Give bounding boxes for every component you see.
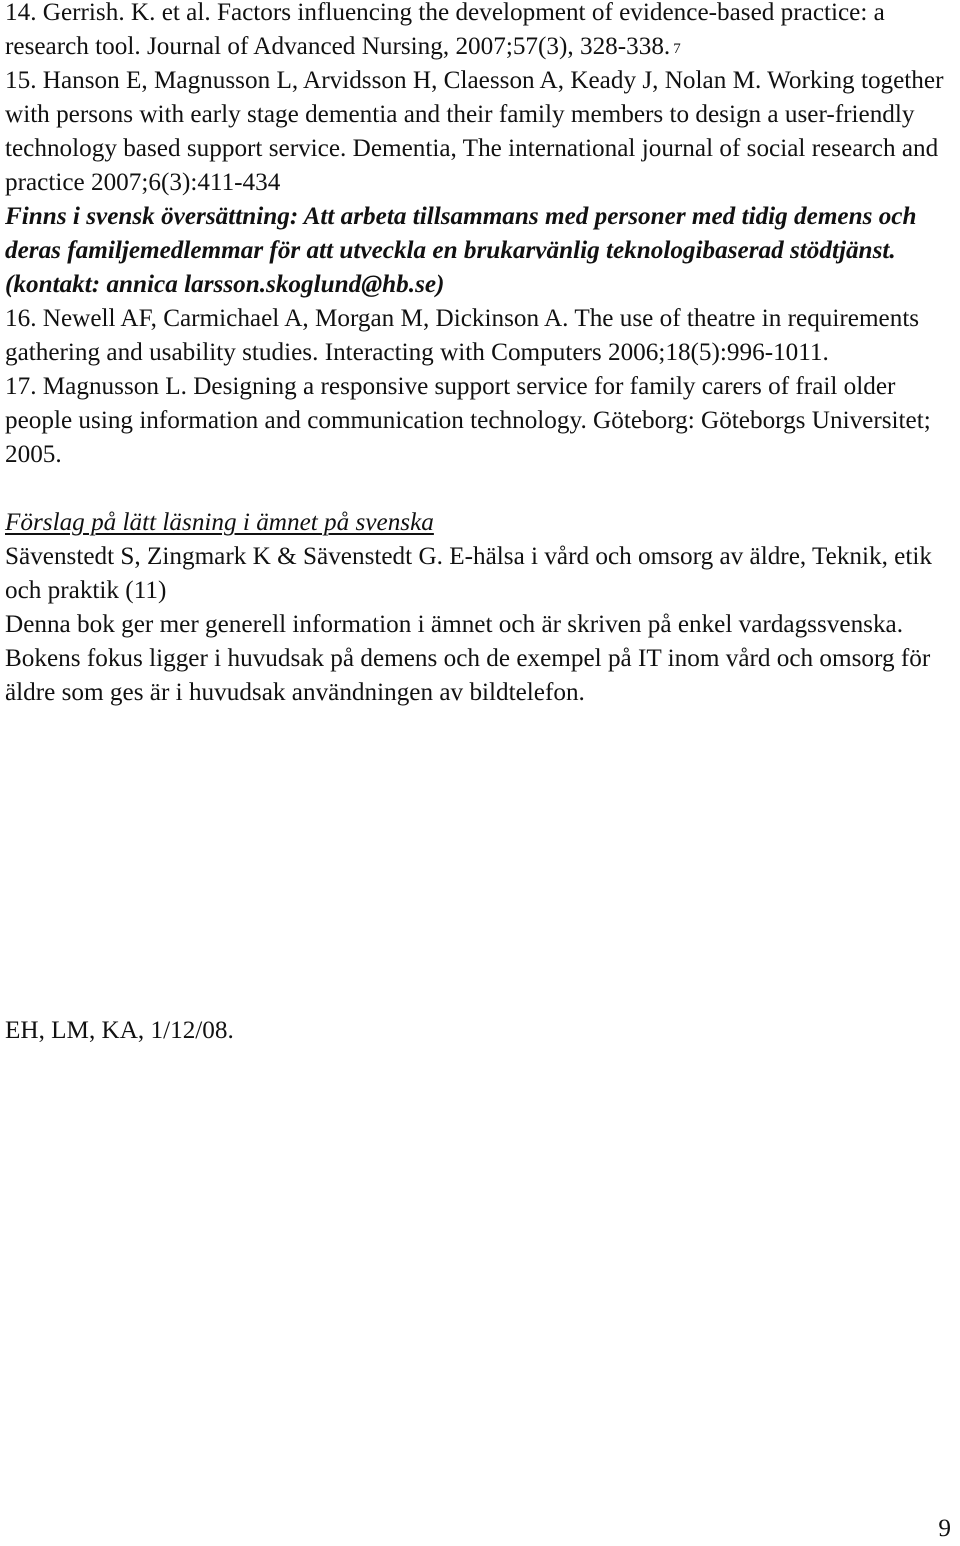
- reference-14-text: 14. Gerrish. K. et al. Factors influencing the development of evidence-based practice: a research tool. Journal of Advanced Nursing, 2007;57(3), 328-338.: [5, 0, 885, 60]
- reference-15-text: 15. Hanson E, Magnusson L, Arvidsson H, Claesson A, Keady J, Nolan M. Working together with persons with early stage dementia and their family members to design a user-friendly technology based support service. Dementia, The international journal of social research and practice 2007;6(3):411-434: [5, 67, 944, 196]
- reference-14: [5, 0, 950, 64]
- easy-reading-description: Denna bok ger mer generell information i ämnet och är skriven på enkel vardagssvenska. Bokens fokus ligger i huvudsak på demens och de exempel på IT inom vård och omsorg för äldre som ges är i huvudsak användningen av bildtelefon.: [5, 611, 931, 706]
- page-number: 9: [938, 1515, 951, 1542]
- reference-15-swedish-note: Finns i svensk översättning: Att arbeta tillsammans med personer med tidig demens och deras familjemedlemmar för att utveckla en brukarvänlig teknologibaserad stödtjänst. (kontakt: annica larsson.skoglund@hb.se): [5, 203, 917, 298]
- reference-17: [5, 370, 950, 472]
- reference-15: [5, 64, 950, 302]
- author-signature: EH, LM, KA, 1/12/08.: [5, 1017, 234, 1044]
- reference-16-text: 16. Newell AF, Carmichael A, Morgan M, Dickinson A. The use of theatre in requirements gathering and usability studies. Interacting with Computers 2006;18(5):996-1011.: [5, 305, 920, 366]
- document-page: [5, 0, 950, 710]
- reference-14-trailing-mark: 7: [673, 41, 681, 57]
- easy-reading-citation: Sävenstedt S, Zingmark K & Sävenstedt G. E-hälsa i vård och omsorg av äldre, Teknik, etik och praktik (11): [5, 543, 932, 604]
- reference-17-text: 17. Magnusson L. Designing a responsive support service for family carers of frail older people using information and communication technology. Göteborg: Göteborgs Universitet; 2005.: [5, 373, 931, 468]
- easy-reading-heading: Förslag på lätt läsning i ämnet på svenska: [5, 509, 434, 536]
- reference-16: [5, 302, 950, 370]
